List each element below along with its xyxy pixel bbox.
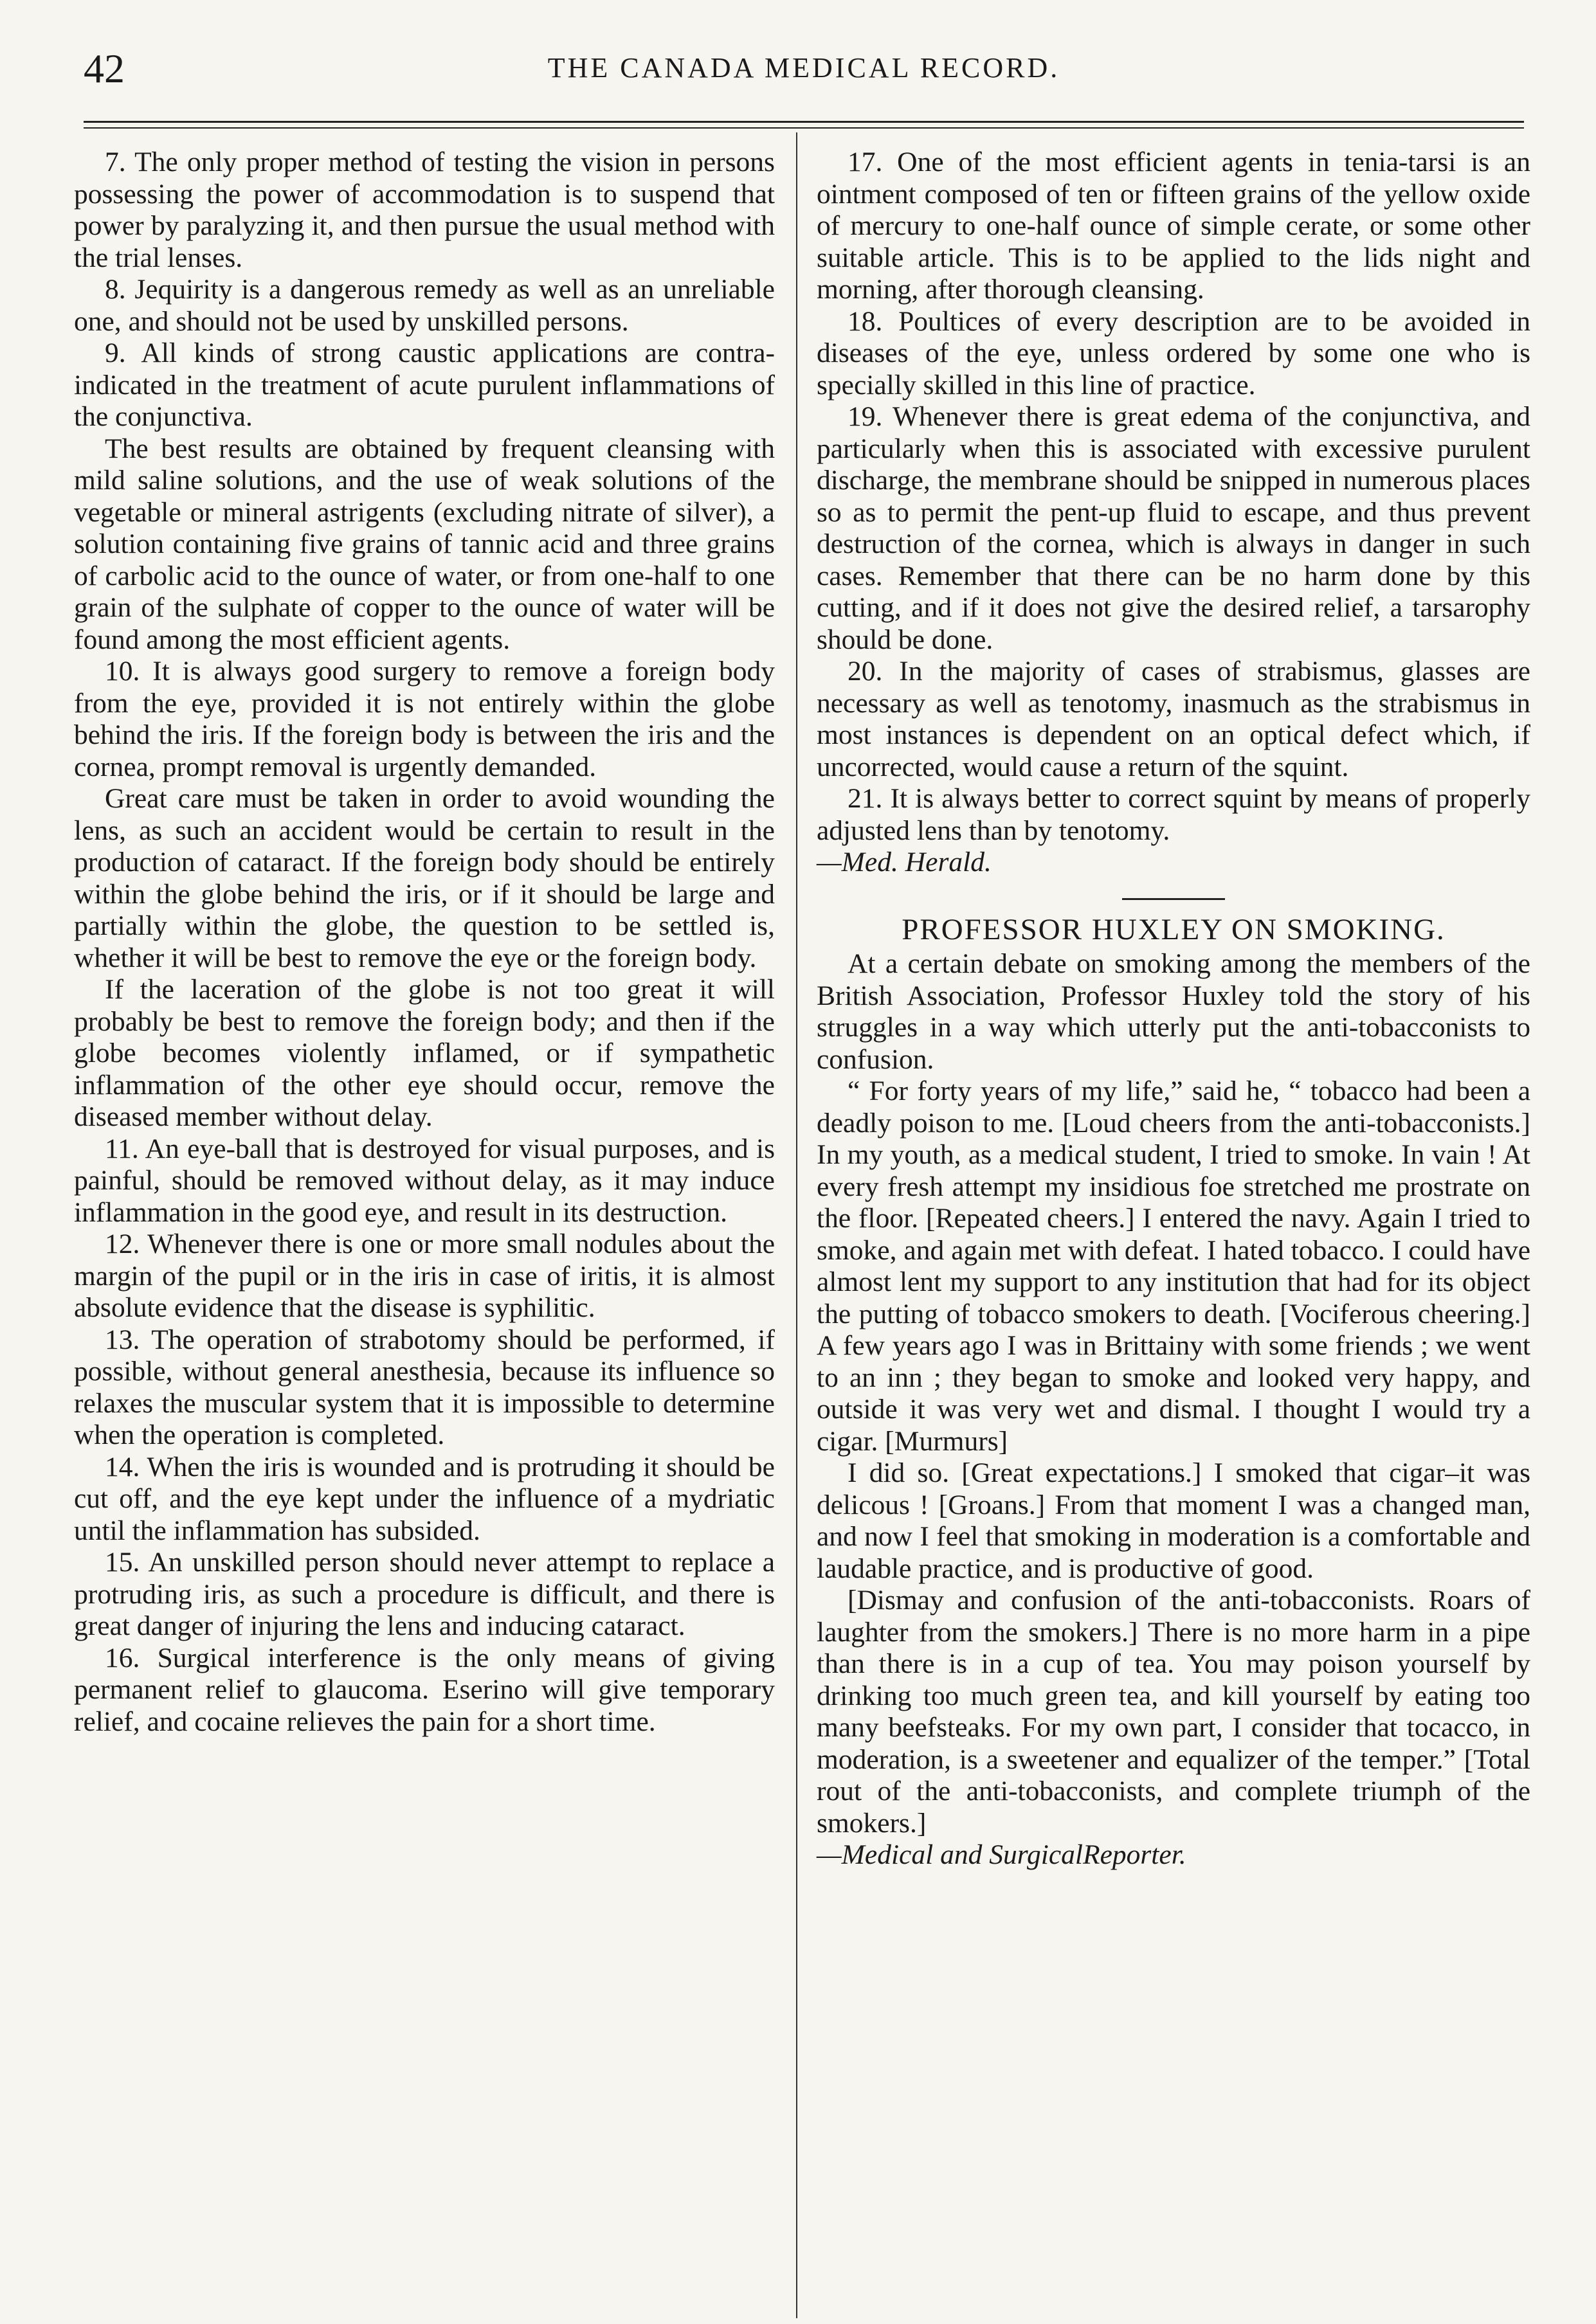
header-rule-thin	[84, 127, 1524, 129]
header-rule	[84, 121, 1524, 123]
paragraph: If the laceration of the globe is not too great it will probably be best to remove the foreign body; and then if the globe becomes violently inflamed, or if sympathetic inflammation of the other eye should occur, remove the diseased member without delay.	[74, 974, 775, 1132]
page-header	[84, 40, 1524, 111]
paragraph: 16. Surgical interference is the only means of giving permanent relief to glaucoma. Eserino will give temporary relief, and cocaine relieves the pain for a short time.	[74, 1642, 775, 1737]
paragraph: Great care must be taken in order to avoid wounding the lens, as such an accident would be certain to result in the production of cataract. If the foreign body should be entirely within the globe behind the iris, or if it should be large and partially within the globe, the question to be settled is, whether it will be best to remove the eye or the foreign body.	[74, 783, 775, 973]
paragraph: 8. Jequirity is a dangerous remedy as well as an unreliable one, and should not be used by unskilled persons.	[74, 274, 775, 337]
paragraph: 14. When the iris is wounded and is protruding it should be cut off, and the eye kept under the influence of a mydriatic until the inflammation has subsided.	[74, 1451, 775, 1546]
paragraph: 17. One of the most efficient agents in tenia-tarsi is an ointment composed of ten or fifteen grains of the yellow oxide of mercury to one-half ounce of simple cerate, or some other suitable article. This is to be applied to the lids night and morning, after thorough cleansing.	[817, 147, 1530, 305]
paragraph: “ For forty years of my life,” said he, “ tobacco had been a deadly poison to me. [Loud cheers from the anti-tobacconists.] In my youth, as a medical student, I tried to smoke. In vain ! At every fresh attempt my insidious foe stretched me prostrate on the floor. [Repeated cheers.] I entered the navy. Again I tried to smoke, and again met with defeat. I hated tobacco. I could have almost lent my support to any institution that had for its object the putting of tobacco smokers to death. [Vociferous cheering.] A few years ago I was in Brittainy with some friends ; we went to an inn ; they began to smoke and looked very happy, and outside it was very wet and dismal. I thought I would try a cigar. [Murmurs]	[817, 1076, 1530, 1457]
source-citation: —Med. Herald.	[817, 847, 992, 878]
paragraph: 11. An eye-ball that is destroyed for visual purposes, and is painful, should be removed without delay, as it may induce inflammation in the good eye, and result in its destruction.	[74, 1133, 775, 1228]
paragraph: 13. The operation of strabotomy should be performed, if possible, without general anesthesia, because its influence so relaxes the muscular system that it is impossible to determine when the operation is completed.	[74, 1324, 775, 1450]
source-citation: —Medical and SurgicalReporter.	[817, 1839, 1186, 1870]
section-divider	[1122, 898, 1225, 900]
paragraph: 10. It is always good surgery to remove a foreign body from the eye, provided it is not entirely within the globe behind the iris. If the foreign body is between the iris and the cornea, prompt removal is urgently demanded.	[74, 656, 775, 782]
paragraph: 7. The only proper method of testing the vision in persons possessing the power of accommodation is to suspend that power by paralyzing it, and then pursue the usual method with the trial lenses.	[74, 147, 775, 273]
paragraph: The best results are obtained by frequent cleansing with mild saline solutions, and the use of weak solutions of the vegetable or mineral astrigents (excluding nitrate of silver), a solution containing five grains of tannic acid and three grains of carbolic acid to the ounce of water, or from one-half to one grain of the sulphate of copper to the ounce of water will be found among the most efficient agents.	[74, 433, 775, 655]
page-number: 42	[84, 46, 125, 91]
paragraph: 12. Whenever there is one or more small nodules about the margin of the pupil or in the iris in case of iritis, it is almost absolute evidence that the disease is syphilitic.	[74, 1229, 775, 1323]
left-column	[74, 147, 775, 1738]
paragraph: At a certain debate on smoking among the members of the British Association, Professor Huxley told the story of his struggles in a way which utterly put the anti-tobacconists to confusion.	[817, 948, 1530, 1075]
paragraph: 15. An unskilled person should never attempt to replace a protruding iris, as such a procedure is difficult, and there is great danger of injuring the lens and inducing cataract.	[74, 1547, 775, 1641]
column-divider	[796, 132, 797, 2318]
paragraph: [Dismay and confusion of the anti-tobacconists. Roars of laughter from the smokers.] There is no more harm in a pipe than there is in a cup of tea. You may poison yourself by drinking too much green tea, and kill yourself by eating too many beefsteaks. For my own part, I consider that tocacco, in moderation, is a sweetener and equalizer of the temper.” [Total rout of the anti-tobacconists, and complete triumph of the smokers.]	[817, 1585, 1530, 1839]
paragraph: 18. Poultices of every description are to be avoided in diseases of the eye, unless ordered by some one who is specially skilled in this line of practice.	[817, 305, 1530, 401]
paragraph: 9. All kinds of strong caustic applications are contra-indicated in the treatment of acute purulent inflammations of the conjunctiva.	[74, 338, 775, 432]
running-title: THE CANADA MEDICAL RECORD.	[547, 52, 1060, 84]
paragraph: 19. Whenever there is great edema of the conjunctiva, and particularly when this is associated with excessive purulent discharge, the membrane should be snipped in numerous places so as to permit the pent-up fluid to escape, and thus prevent destruction of the cornea, which is always in danger in such cases. Remember that there can be no harm done by this cutting, and if it does not give the desired relief, a tarsarophy should be done.	[817, 401, 1530, 655]
paragraph: 20. In the majority of cases of strabismus, glasses are necessary as well as tenotomy, inasmuch as the strabismus in most instances is dependent on an optical defect which, if uncorrected, would cause a return of the squint.	[817, 656, 1530, 782]
paragraph: 21. It is always better to correct squint by means of properly adjusted lens than by tenotomy.	[817, 783, 1530, 846]
paragraph: I did so. [Great expectations.] I smoked that cigar–it was delicous ! [Groans.] From that moment I was a changed man, and now I feel that smoking in moderation is a comfortable and laudable practice, and is productive of good.	[817, 1457, 1530, 1584]
right-column	[817, 147, 1530, 1871]
article-title: PROFESSOR HUXLEY ON SMOKING.	[902, 912, 1446, 946]
